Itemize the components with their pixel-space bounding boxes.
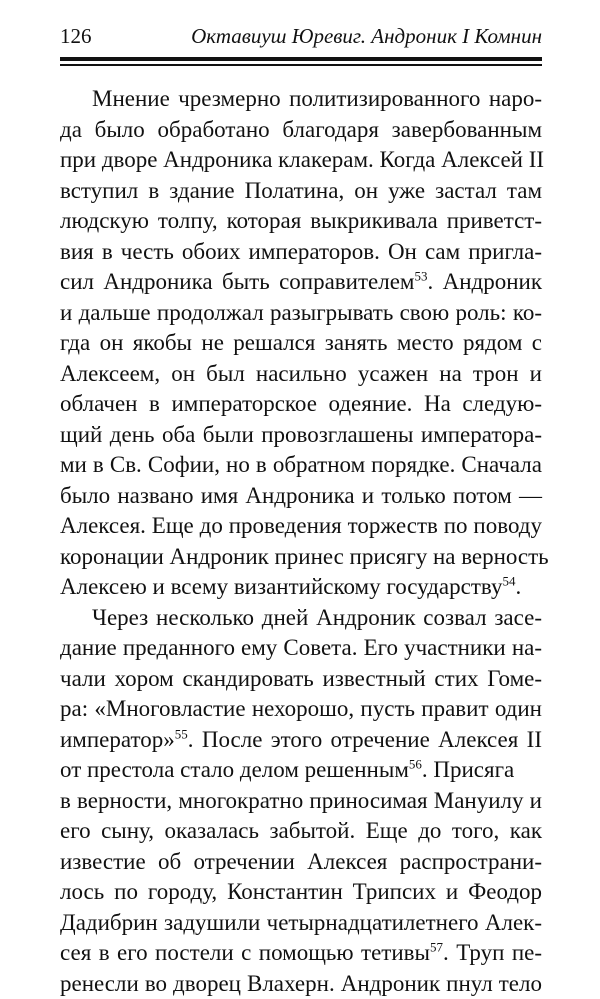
text-line-continuation: . Андроник (427, 269, 542, 294)
text-line-content: да было обработано благодаря завербованным (60, 117, 542, 142)
text-line-content: и дальше продолжал разыгрывать свою роль: ко- (60, 300, 542, 325)
text-line (60, 969, 542, 999)
text-line (60, 908, 542, 939)
text-line (60, 450, 542, 481)
text-line (60, 694, 542, 725)
text-line-content: Дадибрин задушили четырнадцатилетнего Алек- (60, 910, 542, 935)
footnote-marker: 56 (409, 756, 422, 771)
text-line (60, 542, 542, 573)
text-line (60, 389, 542, 420)
page-number: 126 (60, 24, 92, 49)
text-line-continuation: . Присяга (422, 757, 514, 782)
text-line-content: вия в честь обоих императоров. Он сам пригла- (60, 239, 542, 264)
text-line (60, 328, 542, 359)
footnote-marker: 53 (414, 268, 427, 283)
body-text (60, 84, 542, 999)
footnote-marker: 54 (502, 573, 515, 588)
text-line-content: щий день оба были провозглашены императора- (60, 422, 542, 447)
text-line-content: дание преданного ему Совета. Его участники на- (60, 635, 542, 660)
text-line (60, 511, 542, 542)
text-line (60, 359, 542, 390)
footnote-marker: 55 (175, 726, 188, 741)
text-line-content: Алексею и всему византийскому государству (60, 574, 502, 599)
text-line-content: Мнение чрезмерно политизированного наро- (92, 86, 542, 111)
text-line (60, 725, 542, 756)
header-rule-thin (60, 64, 542, 66)
text-line (60, 267, 542, 298)
text-line (60, 664, 542, 695)
text-line-content: ренесли во дворец Влахерн. Андроник пнул тело (60, 971, 542, 996)
text-line (60, 603, 542, 634)
text-line-content: при дворе Андроника клакерам. Когда Алексей II (60, 147, 544, 172)
text-line-content: лось по городу, Константин Трипсих и Феодор (60, 879, 542, 904)
text-line-continuation: . После этого отречение Алексея II (188, 727, 542, 752)
text-line (60, 115, 542, 146)
text-line-content: чали хором скандировать известный стих Гоме- (60, 666, 542, 691)
text-line (60, 298, 542, 329)
text-line-content: гда он якобы не решался занять место рядом с (60, 330, 542, 355)
text-line-content: сил Андроника быть соправителем (60, 269, 414, 294)
text-line (60, 938, 542, 969)
running-title: Октавиуш Юревиг. Андроник I Комнин (191, 24, 542, 49)
text-line-content: известие об отречении Алексея распространи- (60, 849, 542, 874)
text-line (60, 572, 542, 603)
text-line-content: в верности, многократно приносимая Мануилу и (60, 788, 542, 813)
text-line-content: его сыну, оказалась забытой. Еще до того, как (60, 818, 542, 843)
text-line-content: коронации Андроник принес присягу на верность (60, 544, 549, 569)
text-line-content: ми в Св. Софии, но в обратном порядке. Сначала (60, 452, 542, 477)
text-line (60, 84, 542, 115)
text-line-content: от престола стало делом решенным (60, 757, 409, 782)
text-line (60, 176, 542, 207)
text-line-content: сея в его постели с помощью тетивы (60, 940, 430, 965)
text-line-content: было названо имя Андроника и только потом — (60, 483, 542, 508)
text-line (60, 481, 542, 512)
text-line-content: Через несколько дней Андроник созвал засе- (92, 605, 542, 630)
text-line-continuation: . (515, 574, 521, 599)
text-line (60, 786, 542, 817)
text-line-continuation: . Труп пе- (443, 940, 542, 965)
text-line-content: Алексеем, он был насильно усажен на трон и (60, 361, 542, 386)
footnote-marker: 57 (430, 939, 443, 954)
text-line (60, 206, 542, 237)
text-line (60, 755, 542, 786)
text-line (60, 633, 542, 664)
text-line (60, 877, 542, 908)
text-line-content: император» (60, 727, 175, 752)
text-line-content: облачен в императорское одеяние. На следую- (60, 391, 542, 416)
running-header (60, 24, 542, 54)
text-line (60, 816, 542, 847)
text-line-content: людскую толпу, которая выкрикивала приветст- (60, 208, 542, 233)
text-line-content: вступил в здание Полатина, он уже застал там (60, 178, 542, 203)
header-rule-thick (60, 57, 542, 61)
text-line (60, 145, 542, 176)
text-line (60, 420, 542, 451)
text-line (60, 237, 542, 268)
text-line (60, 847, 542, 878)
text-line-content: ра: «Многовластие нехорошо, пусть правит один (60, 696, 542, 721)
text-line-content: Алексея. Еще до проведения торжеств по поводу (60, 513, 542, 538)
